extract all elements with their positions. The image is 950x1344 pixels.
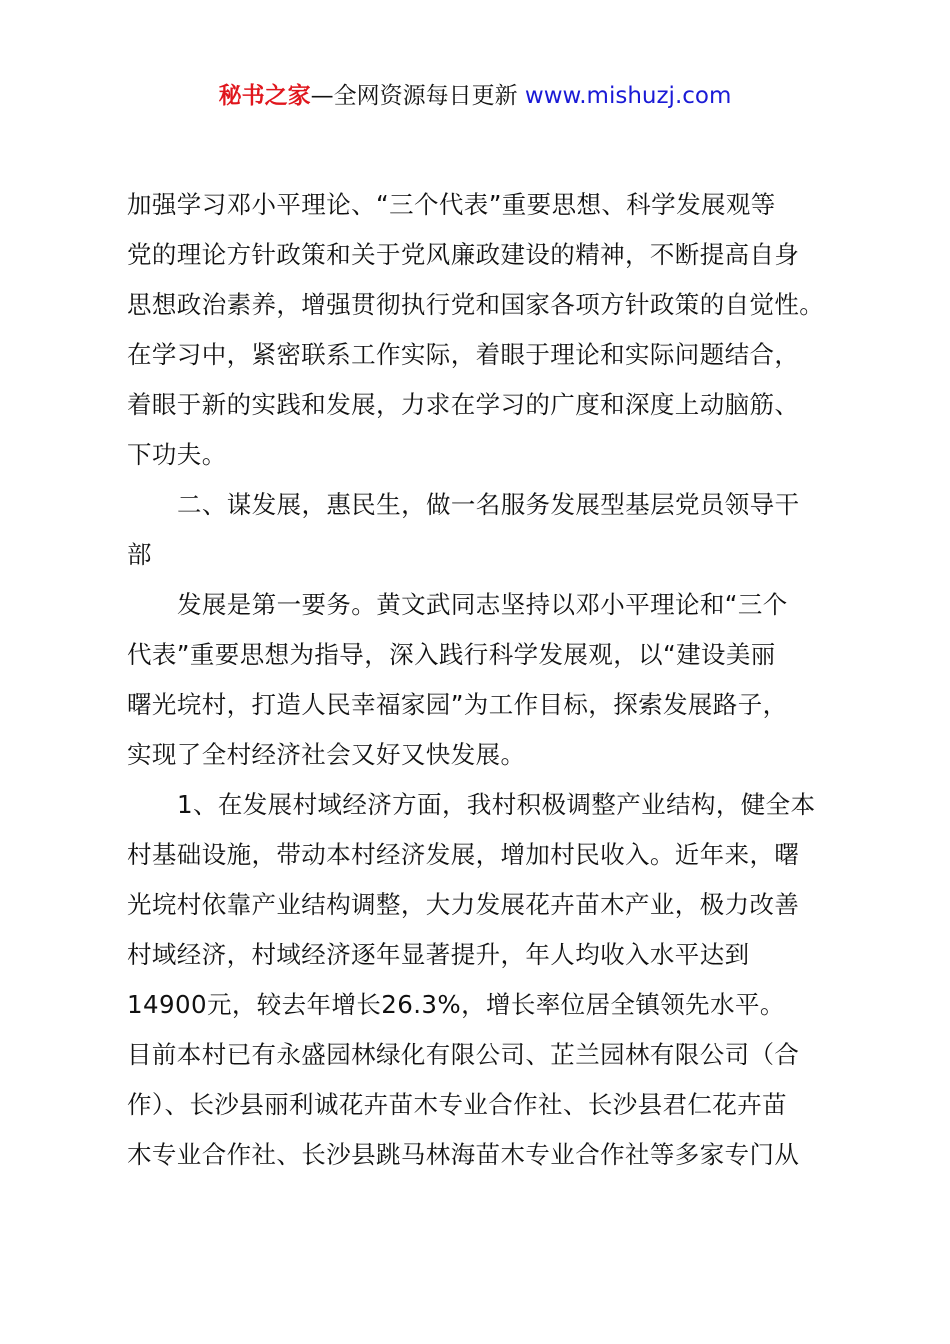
paragraph-study — [127, 180, 833, 480]
text-line: 思想政治素养，增强贯彻执行党和国家各项方针政策的自觉性。 — [127, 290, 825, 319]
document-body — [127, 180, 833, 1180]
text-line: 村基础设施，带动本村经济发展，增加村民收入。近年来，曙 — [127, 840, 800, 869]
heading-line: 部 — [127, 540, 152, 569]
heading-line: 二、谋发展，惠民生，做一名服务发展型基层党员领导干 — [177, 490, 800, 519]
site-brand: 秘书之家 — [218, 83, 311, 109]
site-url-link[interactable]: www.mishuzj.com — [524, 83, 732, 109]
text-line: 党的理论方针政策和关于党风廉政建设的精神，不断提高自身 — [127, 240, 800, 269]
text-line: 村域经济，村域经济逐年显著提升，年人均收入水平达到 — [127, 940, 750, 969]
site-tagline: —全网资源每日更新 — [310, 83, 518, 109]
text-line: 代表”重要思想为指导，深入践行科学发展观，以“建设美丽 — [127, 640, 776, 669]
text-line: 木专业合作社、长沙县跳马林海苗木专业合作社等多家专门从 — [127, 1140, 800, 1169]
text-line: 曙光垸村，打造人民幸福家园”为工作目标，探索发展路子， — [127, 690, 788, 719]
section-heading — [127, 480, 833, 580]
text-line: 在学习中，紧密联系工作实际，着眼于理论和实际问题结合， — [127, 340, 800, 369]
paragraph-village-economy — [127, 780, 833, 1180]
paragraph-development — [127, 580, 833, 780]
text-line: 作）、长沙县丽利诚花卉苗木专业合作社、长沙县君仁花卉苗 — [127, 1090, 788, 1119]
text-line: 目前本村已有永盛园林绿化有限公司、芷兰园林有限公司（合 — [127, 1040, 800, 1069]
text-line: 着眼于新的实践和发展，力求在学习的广度和深度上动脑筋、 — [127, 390, 800, 419]
text-line: 加强学习邓小平理论、“三个代表”重要思想、科学发展观等 — [127, 190, 776, 219]
text-line: 14900元，较去年增长26.3%，增长率位居全镇领先水平。 — [127, 990, 785, 1019]
text-line: 下功夫。 — [127, 440, 227, 469]
text-line: 发展是第一要务。黄文武同志坚持以邓小平理论和“三个 — [177, 590, 788, 619]
site-header — [0, 80, 950, 112]
text-line: 1、在发展村域经济方面，我村积极调整产业结构，健全本 — [177, 790, 816, 819]
text-line: 实现了全村经济社会又好又快发展。 — [127, 740, 526, 769]
text-line: 光垸村依靠产业结构调整，大力发展花卉苗木产业，极力改善 — [127, 890, 800, 919]
